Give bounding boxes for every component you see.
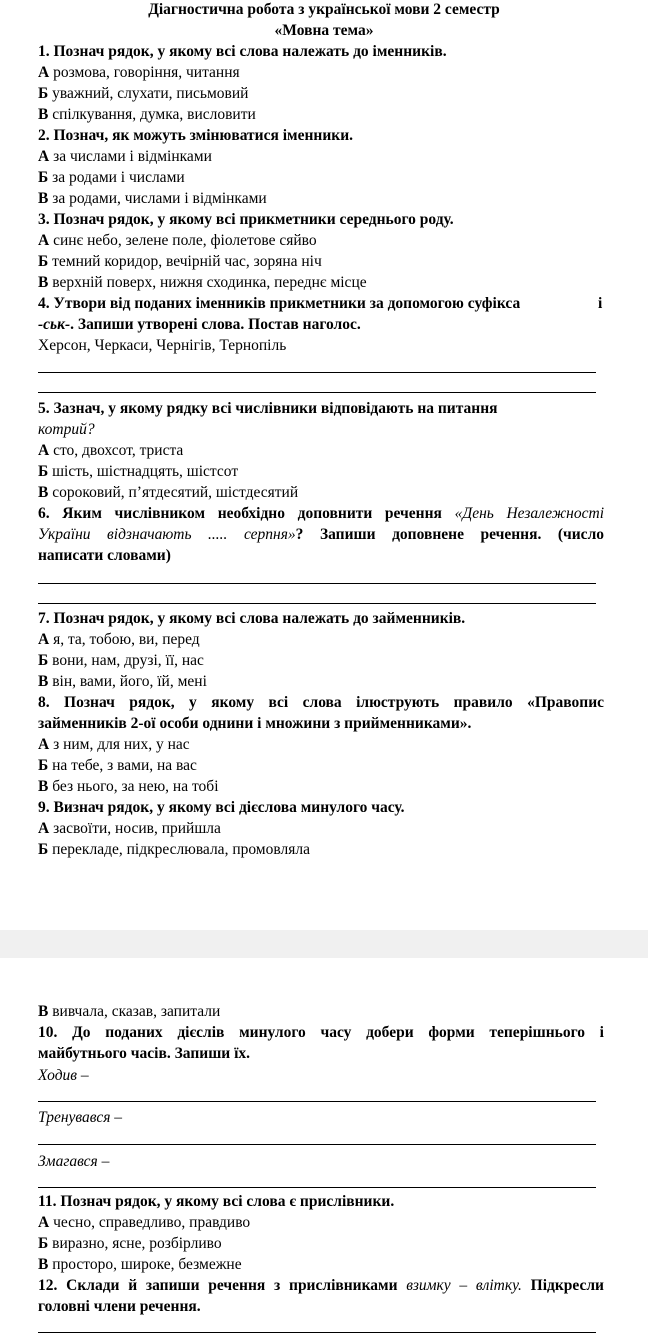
q2-option-a — [38, 147, 604, 167]
q7-option-b — [38, 651, 604, 671]
q4-instruction: . Запиши утворені слова. Постав наголос. — [70, 316, 361, 333]
option-text: розмова, говоріння, читання — [53, 64, 240, 81]
question-5-italic: котрий? — [38, 421, 95, 438]
question-4-line-2 — [38, 315, 604, 335]
q6-instruction: ? Запиши доповнене речення. (число — [295, 526, 605, 543]
option-letter: Б — [38, 1235, 49, 1252]
option-letter: В — [38, 1003, 49, 1020]
verb-2: Тренувався – — [38, 1109, 123, 1126]
option-letter: В — [38, 484, 49, 501]
option-text: вивчала, сказав, запитали — [52, 1003, 221, 1020]
q9-option-b — [38, 840, 604, 860]
document-title: Діагностична робота з української мови 2 семестр — [148, 1, 500, 18]
question-6-line-3: написати словами) — [38, 547, 171, 564]
option-text: за родами, числами і відмінками — [52, 190, 267, 207]
verb-3: Змагався – — [38, 1153, 110, 1170]
question-12-line-1 — [38, 1276, 604, 1296]
q3-option-b — [38, 252, 604, 272]
option-text: синє небо, зелене поле, фіолетове сяйво — [53, 232, 317, 249]
option-text: спілкування, думка, висловити — [52, 106, 256, 123]
answer-line — [38, 1332, 596, 1333]
option-letter: А — [38, 820, 50, 837]
option-text: він, вами, його, їй, мені — [52, 673, 207, 690]
option-text: за родами і числами — [52, 169, 185, 186]
q11-option-c — [38, 1255, 604, 1275]
answer-line — [38, 392, 596, 393]
option-letter: В — [38, 778, 49, 795]
q5-option-b — [38, 462, 604, 482]
option-letter: Б — [38, 85, 49, 102]
question-10-line-2: майбутнього часів. Запиши їх. — [38, 1045, 251, 1062]
q8-option-a — [38, 735, 604, 755]
answer-line — [38, 583, 596, 584]
q9-option-c — [38, 1002, 604, 1022]
q3-option-a — [38, 231, 604, 251]
q4-tail: і — [598, 295, 603, 312]
option-text: з ним, для них, у нас — [53, 736, 190, 753]
option-letter: Б — [38, 463, 49, 480]
q3-option-c — [38, 273, 604, 293]
q4-words: Херсон, Черкаси, Чернігів, Тернопіль — [38, 337, 287, 354]
option-text: просторо, широке, безмежне — [52, 1256, 242, 1273]
q6-quote: «День Незалежності — [454, 505, 604, 522]
question-6-line-1 — [38, 504, 604, 524]
option-letter: Б — [38, 652, 49, 669]
option-letter: А — [38, 64, 50, 81]
question-5: 5. Зазнач, у якому рядку всі числівники відповідають на питання — [38, 400, 498, 417]
option-text: чесно, справедливо, правдиво — [53, 1214, 251, 1231]
question-10-line-1: 10. До поданих дієслів минулого часу добери форми теперішнього і — [38, 1024, 604, 1041]
option-text: засвоїти, носив, прийшла — [53, 820, 221, 837]
q1-option-a — [38, 63, 604, 83]
option-text: верхній поверх, нижня сходинка, переднє місце — [52, 274, 367, 291]
option-text: вони, нам, друзі, її, нас — [52, 652, 204, 669]
q8-option-c — [38, 777, 604, 797]
option-letter: Б — [38, 757, 49, 774]
option-letter: В — [38, 106, 49, 123]
option-text: за числами і відмінками — [53, 148, 212, 165]
answer-line — [38, 603, 596, 604]
option-text: шість, шістнадцять, шістсот — [52, 463, 239, 480]
option-letter: А — [38, 736, 50, 753]
q12-text: 12. Склади й запиши речення з прислівниками — [38, 1277, 398, 1294]
verb-1: Ходив – — [38, 1067, 89, 1084]
question-6-line-2 — [38, 525, 604, 545]
q6-text: 6. Яким числівником необхідно доповнити речення — [38, 505, 442, 522]
option-text: на тебе, з вами, на вас — [52, 757, 197, 774]
q5-option-a — [38, 441, 604, 461]
question-8-line-2: займенників 2-ої особи однини і множини з прийменниками». — [38, 715, 472, 732]
option-text: уважний, слухати, письмовий — [52, 85, 249, 102]
option-letter: А — [38, 442, 50, 459]
q12-instruction: Підкресли — [530, 1277, 604, 1294]
q4-text: 4. Утвори від поданих іменників прикметники за допомогою суфікса — [38, 295, 521, 312]
q4-suffix: -ськ- — [38, 316, 71, 333]
question-9: 9. Визнач рядок, у якому всі дієслова минулого часу. — [38, 799, 405, 816]
question-7: 7. Познач рядок, у якому всі слова належать до займенників. — [38, 610, 466, 627]
document-subtitle: «Мовна тема» — [274, 22, 374, 39]
q1-option-b — [38, 84, 604, 104]
question-4-line-1 — [38, 294, 604, 314]
question-8-line-1: 8. Познач рядок, у якому всі слова ілюструють правило «Правопис — [38, 694, 604, 711]
q8-option-b — [38, 756, 604, 776]
option-letter: Б — [38, 253, 49, 270]
question-2: 2. Познач, як можуть змінюватися іменники. — [38, 127, 353, 144]
q1-option-c — [38, 105, 604, 125]
q7-option-c — [38, 672, 604, 692]
option-text: без нього, за нею, на тобі — [52, 778, 219, 795]
question-12-line-2: головні члени речення. — [38, 1298, 201, 1315]
option-text: я, та, тобою, ви, перед — [53, 631, 200, 648]
q11-option-a — [38, 1213, 604, 1233]
question-11: 11. Познач рядок, у якому всі слова є прислівники. — [38, 1193, 395, 1210]
q6-quote: України відзначають ..... серпня» — [38, 526, 296, 543]
question-3: 3. Познач рядок, у якому всі прикметники середнього роду. — [38, 211, 454, 228]
option-letter: В — [38, 274, 49, 291]
option-text: перекладе, підкреслювала, промовляла — [52, 841, 310, 858]
option-letter: А — [38, 1214, 50, 1231]
option-letter: Б — [38, 169, 49, 186]
answer-line — [38, 1187, 596, 1188]
q7-option-a — [38, 630, 604, 650]
option-text: сороковий, п’ятдесятий, шістдесятий — [52, 484, 299, 501]
answer-line — [38, 1101, 596, 1102]
q2-option-c — [38, 189, 604, 209]
option-letter: А — [38, 148, 50, 165]
option-letter: А — [38, 232, 50, 249]
option-text: виразно, ясне, розбірливо — [52, 1235, 222, 1252]
answer-line — [38, 372, 596, 373]
page-2 — [0, 958, 648, 1337]
q9-option-a — [38, 819, 604, 839]
page-gap — [0, 930, 648, 958]
q2-option-b — [38, 168, 604, 188]
option-letter: В — [38, 1256, 49, 1273]
option-letter: А — [38, 631, 50, 648]
answer-line — [38, 1144, 596, 1145]
option-letter: Б — [38, 841, 49, 858]
q12-adverbs: взимку – влітку. — [406, 1277, 522, 1294]
q11-option-b — [38, 1234, 604, 1254]
option-text: темний коридор, вечірній час, зоряна ніч — [52, 253, 322, 270]
question-1: 1. Познач рядок, у якому всі слова належать до іменників. — [38, 43, 447, 60]
q5-option-c — [38, 483, 604, 503]
option-letter: В — [38, 190, 49, 207]
option-letter: В — [38, 673, 49, 690]
option-text: сто, двохсот, триста — [53, 442, 184, 459]
